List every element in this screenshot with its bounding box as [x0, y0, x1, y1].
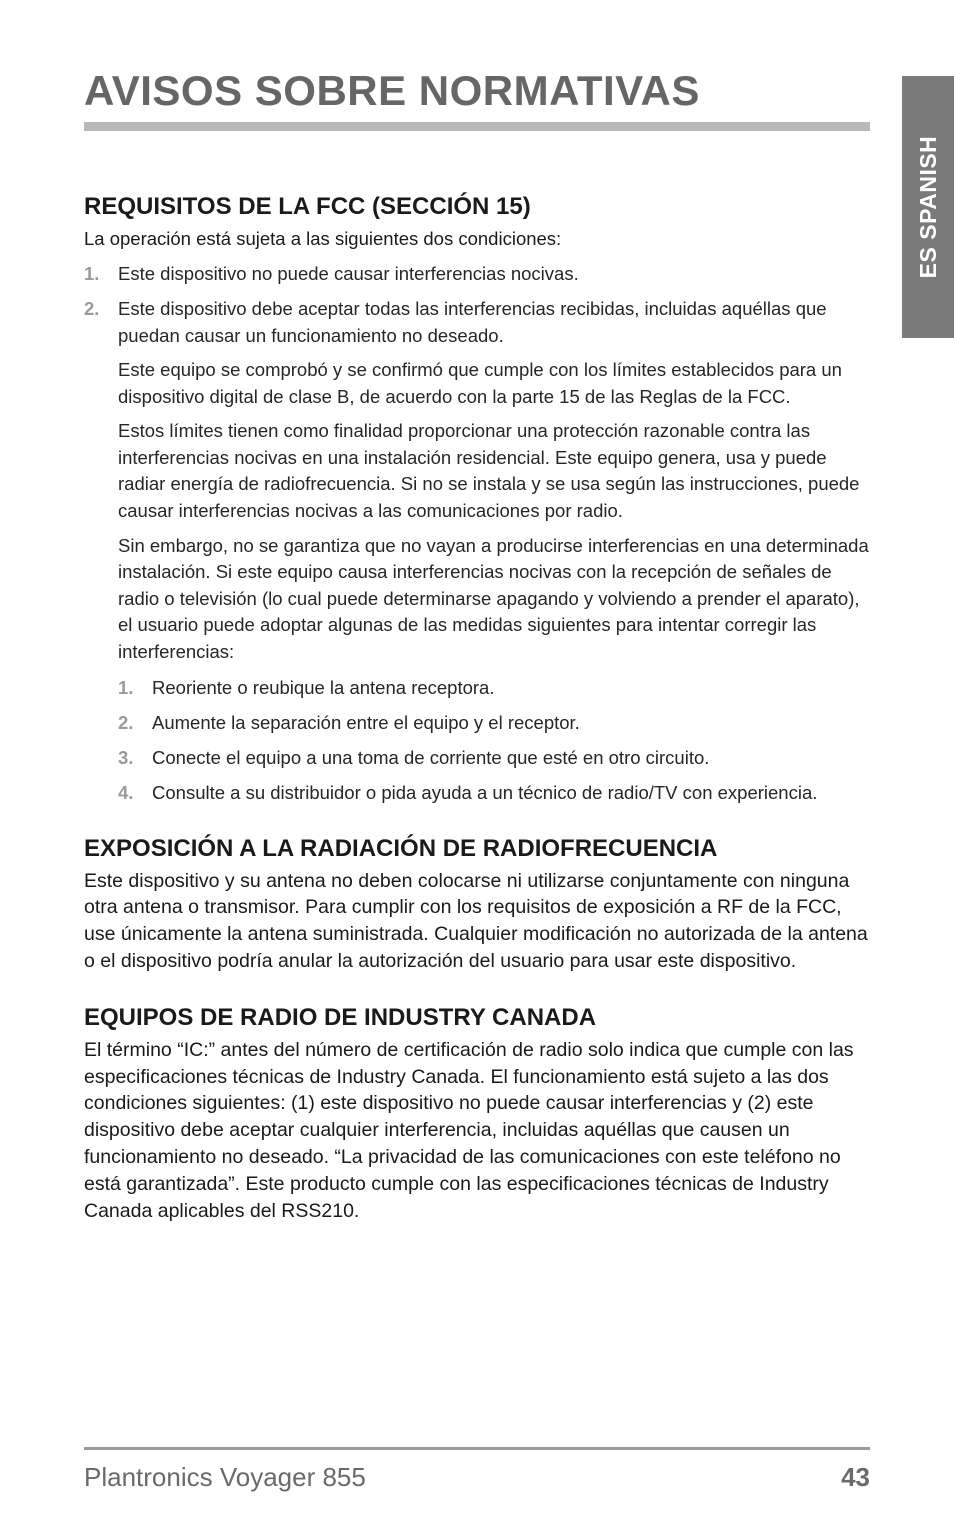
ic-heading: EQUIPOS DE RADIO DE INDUSTRY CANADA — [84, 1003, 597, 1031]
list-number: 1. — [84, 263, 100, 284]
page-number: 43 — [841, 1462, 870, 1492]
footer-divider — [84, 1447, 870, 1450]
fcc-heading: REQUISITOS DE LA FCC (SECCIÓN 15) — [84, 193, 531, 220]
list-text: Consulte a su distribuidor o pida ayuda a un técnico de radio/TV con experiencia. — [152, 781, 818, 803]
list-number: 1. — [118, 676, 134, 698]
list-text: Reoriente o reubique la antena receptora. — [152, 676, 495, 698]
fcc-details — [118, 357, 874, 806]
language-tab-label: ES SPANISH — [914, 135, 941, 279]
list-number: 3. — [118, 746, 134, 768]
rf-body: Este dispositivo y su antena no deben colocarse ni utilizarse conjuntamente con ninguna otra antena o transmisor. Para cumplir con los requisitos de exposición a RF de la FCC, use únicamente la antena suministrada. Cualquier modificación no autorizada de la antena o el dispositivo podría anular la autorización del usuario para usar este dispositivo. — [84, 869, 868, 972]
fcc-paragraph: Estos límites tienen como finalidad proporcionar una protección razonable contra las interferencias nocivas en una instalación residencial. Este equipo genera, usa y puede radiar energía de radiofrecuencia. Si no se instala y se usa según las instrucciones, puede causar interferencias nocivas a las comunicaciones por radio. — [118, 420, 860, 521]
ic-body: El término “IC:” antes del número de certificación de radio solo indica que cumple con las especificaciones técnicas de Industry Canada. El funcionamiento está sujeto a las dos condiciones siguientes: (1) este dispositivo no puede causar interferencias y (2) este dispositivo debe aceptar cualquier interferencia, incluidas aquéllas que causen un funcionamiento no deseado. “La privacidad de las comunicaciones con este teléfono no está garantizada”. Este producto cumple con las especificaciones técnicas de Industry Canada aplicables del RSS210. — [84, 1038, 854, 1222]
list-text: Conecte el equipo a una toma de corriente que esté en otro circuito. — [152, 746, 710, 768]
list-number: 4. — [118, 781, 134, 803]
list-item — [84, 295, 874, 349]
list-number: 2. — [118, 711, 134, 733]
fcc-lead: La operación está sujeta a las siguientes dos condiciones: — [84, 228, 562, 249]
list-item — [118, 709, 874, 736]
fcc-paragraph: Este equipo se comprobó y se confirmó que cumple con los límites establecidos para un dispositivo digital de clase B, de acuerdo con la parte 15 de las Reglas de la FCC. — [118, 359, 842, 407]
page-title: AVISOS SOBRE NORMATIVAS — [84, 67, 700, 114]
footer-product-name: Plantronics Voyager 855 — [84, 1462, 366, 1492]
rf-heading: EXPOSICIÓN A LA RADIACIÓN DE RADIOFRECUENCIA — [84, 834, 718, 862]
list-item — [84, 260, 874, 287]
fcc-paragraph: Sin embargo, no se garantiza que no vayan a producirse interferencias en una determinada instalación. Si este equipo causa interferencias nocivas con la recepción de señales de radio o televisión (lo cual puede determinarse apagando y volviendo a prender el aparato), el usuario puede adoptar algunas de las medidas siguientes para intentar corregir las interferencias: — [118, 534, 869, 662]
list-item — [118, 744, 874, 771]
list-item — [118, 779, 874, 806]
ic-section — [84, 1003, 874, 1225]
fcc-section — [84, 192, 874, 806]
page-content — [84, 192, 874, 1224]
fcc-conditions-list — [84, 260, 874, 349]
list-text: Este dispositivo debe aceptar todas las interferencias recibidas, incluidas aquéllas que puedan causar un funcionamiento no deseado. — [118, 298, 827, 346]
language-tab — [902, 76, 954, 338]
fcc-measures-list — [118, 674, 874, 806]
list-number: 2. — [84, 298, 100, 319]
list-text: Aumente la separación entre el equipo y el receptor. — [152, 711, 580, 733]
list-text: Este dispositivo no puede causar interferencias nocivas. — [118, 263, 579, 284]
title-divider — [84, 122, 870, 131]
list-item — [118, 674, 874, 701]
rf-section — [84, 834, 874, 975]
